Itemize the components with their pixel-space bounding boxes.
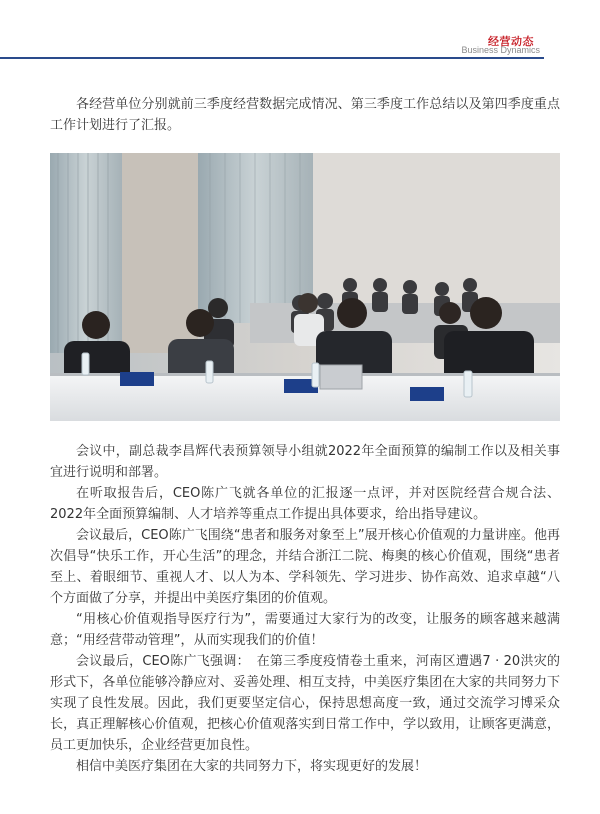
header-divider (0, 57, 544, 59)
section-title: 经营动态 (488, 35, 534, 48)
paragraph: 会议中，副总裁李昌辉代表预算领导小组就2022年全面预算的编制工作以及相关事宜进行说明和部署。 (50, 444, 560, 480)
paragraph: 在听取报告后，CEO陈广飞就各单位的汇报逐一点评，并对医院经营合规合法、2022年全面预算编制、人才培养等重点工作提出具体要求，给出指导建议。 (50, 486, 560, 522)
article-body (50, 441, 560, 777)
paragraph: 会议最后，CEO陈广飞围绕“患者和服务对象至上”展开核心价值观的力量讲座。他再次倡导“快乐工作，开心生活”的理念，并结合浙江二院、梅奥的核心价值观，围绕“患者至上、着眼细节、重视人才、以人为本、学科领先、学习进步、协作高效、追求卓越“八个方面做了分享，并提出中美医疗集团的价值观。 (50, 528, 560, 606)
paragraph: 会议最后，CEO陈广飞强调： 在第三季度疫情卷土重来，河南区遭遇7 · 20洪灾的形式下，各单位能够冷静应对、妥善处理、相互支持，中美医疗集团在大家的共同努力下实现了良性发展。因此，我们更要坚定信心，保持思想高度一致，通过交流学习博采众长，真正理解核心价值观，把核心价值观落实到日常工作中，学以致用，让顾客更满意，员工更加快乐，企业经营更加良性。 (50, 654, 560, 753)
page-header (0, 0, 600, 58)
meeting-photo (50, 153, 560, 421)
paragraph: “用核心价值观指导医疗行为”，需要通过大家行为的改变，让服务的顾客越来越满意；“用经营带动管理”，从而实现我们的价值！ (50, 612, 560, 648)
paragraph: 各经营单位分别就前三季度经营数据完成情况、第三季度工作总结以及第四季度重点工作计划进行了汇报。 (50, 97, 560, 133)
paragraph: 相信中美医疗集团在大家的共同努力下，将实现更好的发展！ (76, 759, 428, 774)
intro-text (50, 94, 560, 136)
section-subtitle: Business Dynamics (461, 45, 540, 55)
